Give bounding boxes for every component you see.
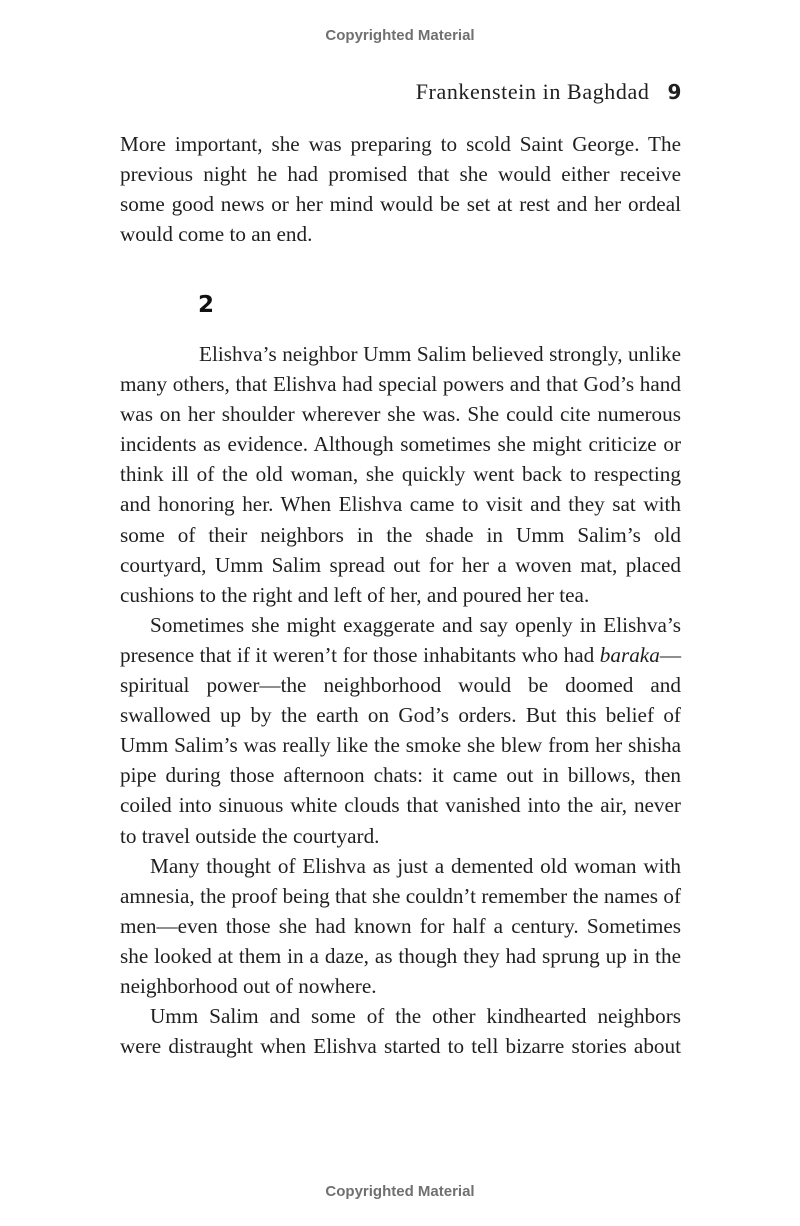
paragraph: More important, she was preparing to scold Saint George. The previous night he had promised that she would either receive some good news or her mind would be set at rest and her ordeal would come to an end.	[120, 132, 681, 247]
section-2-text	[120, 339, 681, 1061]
running-header	[416, 79, 682, 105]
paragraph	[120, 610, 681, 851]
paragraph: Umm Salim and some of the other kindhearted neighbors were distraught when Elishva started to tell bizarre stories about	[120, 1004, 681, 1059]
paragraph-text: Sometimes she might exaggerate and say openly in Elishva’s presence that if it weren’t for those inhabitants who had	[120, 612, 681, 667]
italic-term: baraka	[599, 642, 660, 667]
copyright-watermark-top: Copyrighted Material	[325, 27, 475, 44]
chapter-number: 2	[198, 292, 215, 318]
paragraph-text: —spiritual power—the neighborhood would be doomed and swallowed up by the earth on God’s orders. But this belief of Umm Salim’s was really like the smoke she blew from her shisha pipe during those afternoon chats: it came out in billows, then coiled into sinuous white clouds that vanished into the air, never to travel outside the courtyard.	[120, 642, 681, 848]
paragraph: Many thought of Elishva as just a demented old woman with amnesia, the proof being that she couldn’t remember the names of men—even those she had known for half a century. Sometimes she looked at them in a daze, as though they had sprung up in the neighborhood out of nowhere.	[120, 853, 681, 998]
section-1-text	[120, 129, 681, 249]
running-title: Frankenstein in Baghdad	[415, 79, 650, 104]
copyright-watermark-bottom: Copyrighted Material	[325, 1183, 475, 1200]
page-number: 9	[667, 80, 682, 104]
paragraph: Elishva’s neighbor Umm Salim believed strongly, unlike many others, that Elishva had special powers and that God’s hand was on her shoulder wherever she was. She could cite numerous incidents as evidence. Although sometimes she might criticize or think ill of the old woman, she quickly went back to respecting and honoring her. When Elishva came to visit and they sat with some of their neighbors in the shade in Umm Salim’s old courtyard, Umm Salim spread out for her a woven mat, placed cushions to the right and left of her, and poured her tea.	[120, 342, 681, 607]
